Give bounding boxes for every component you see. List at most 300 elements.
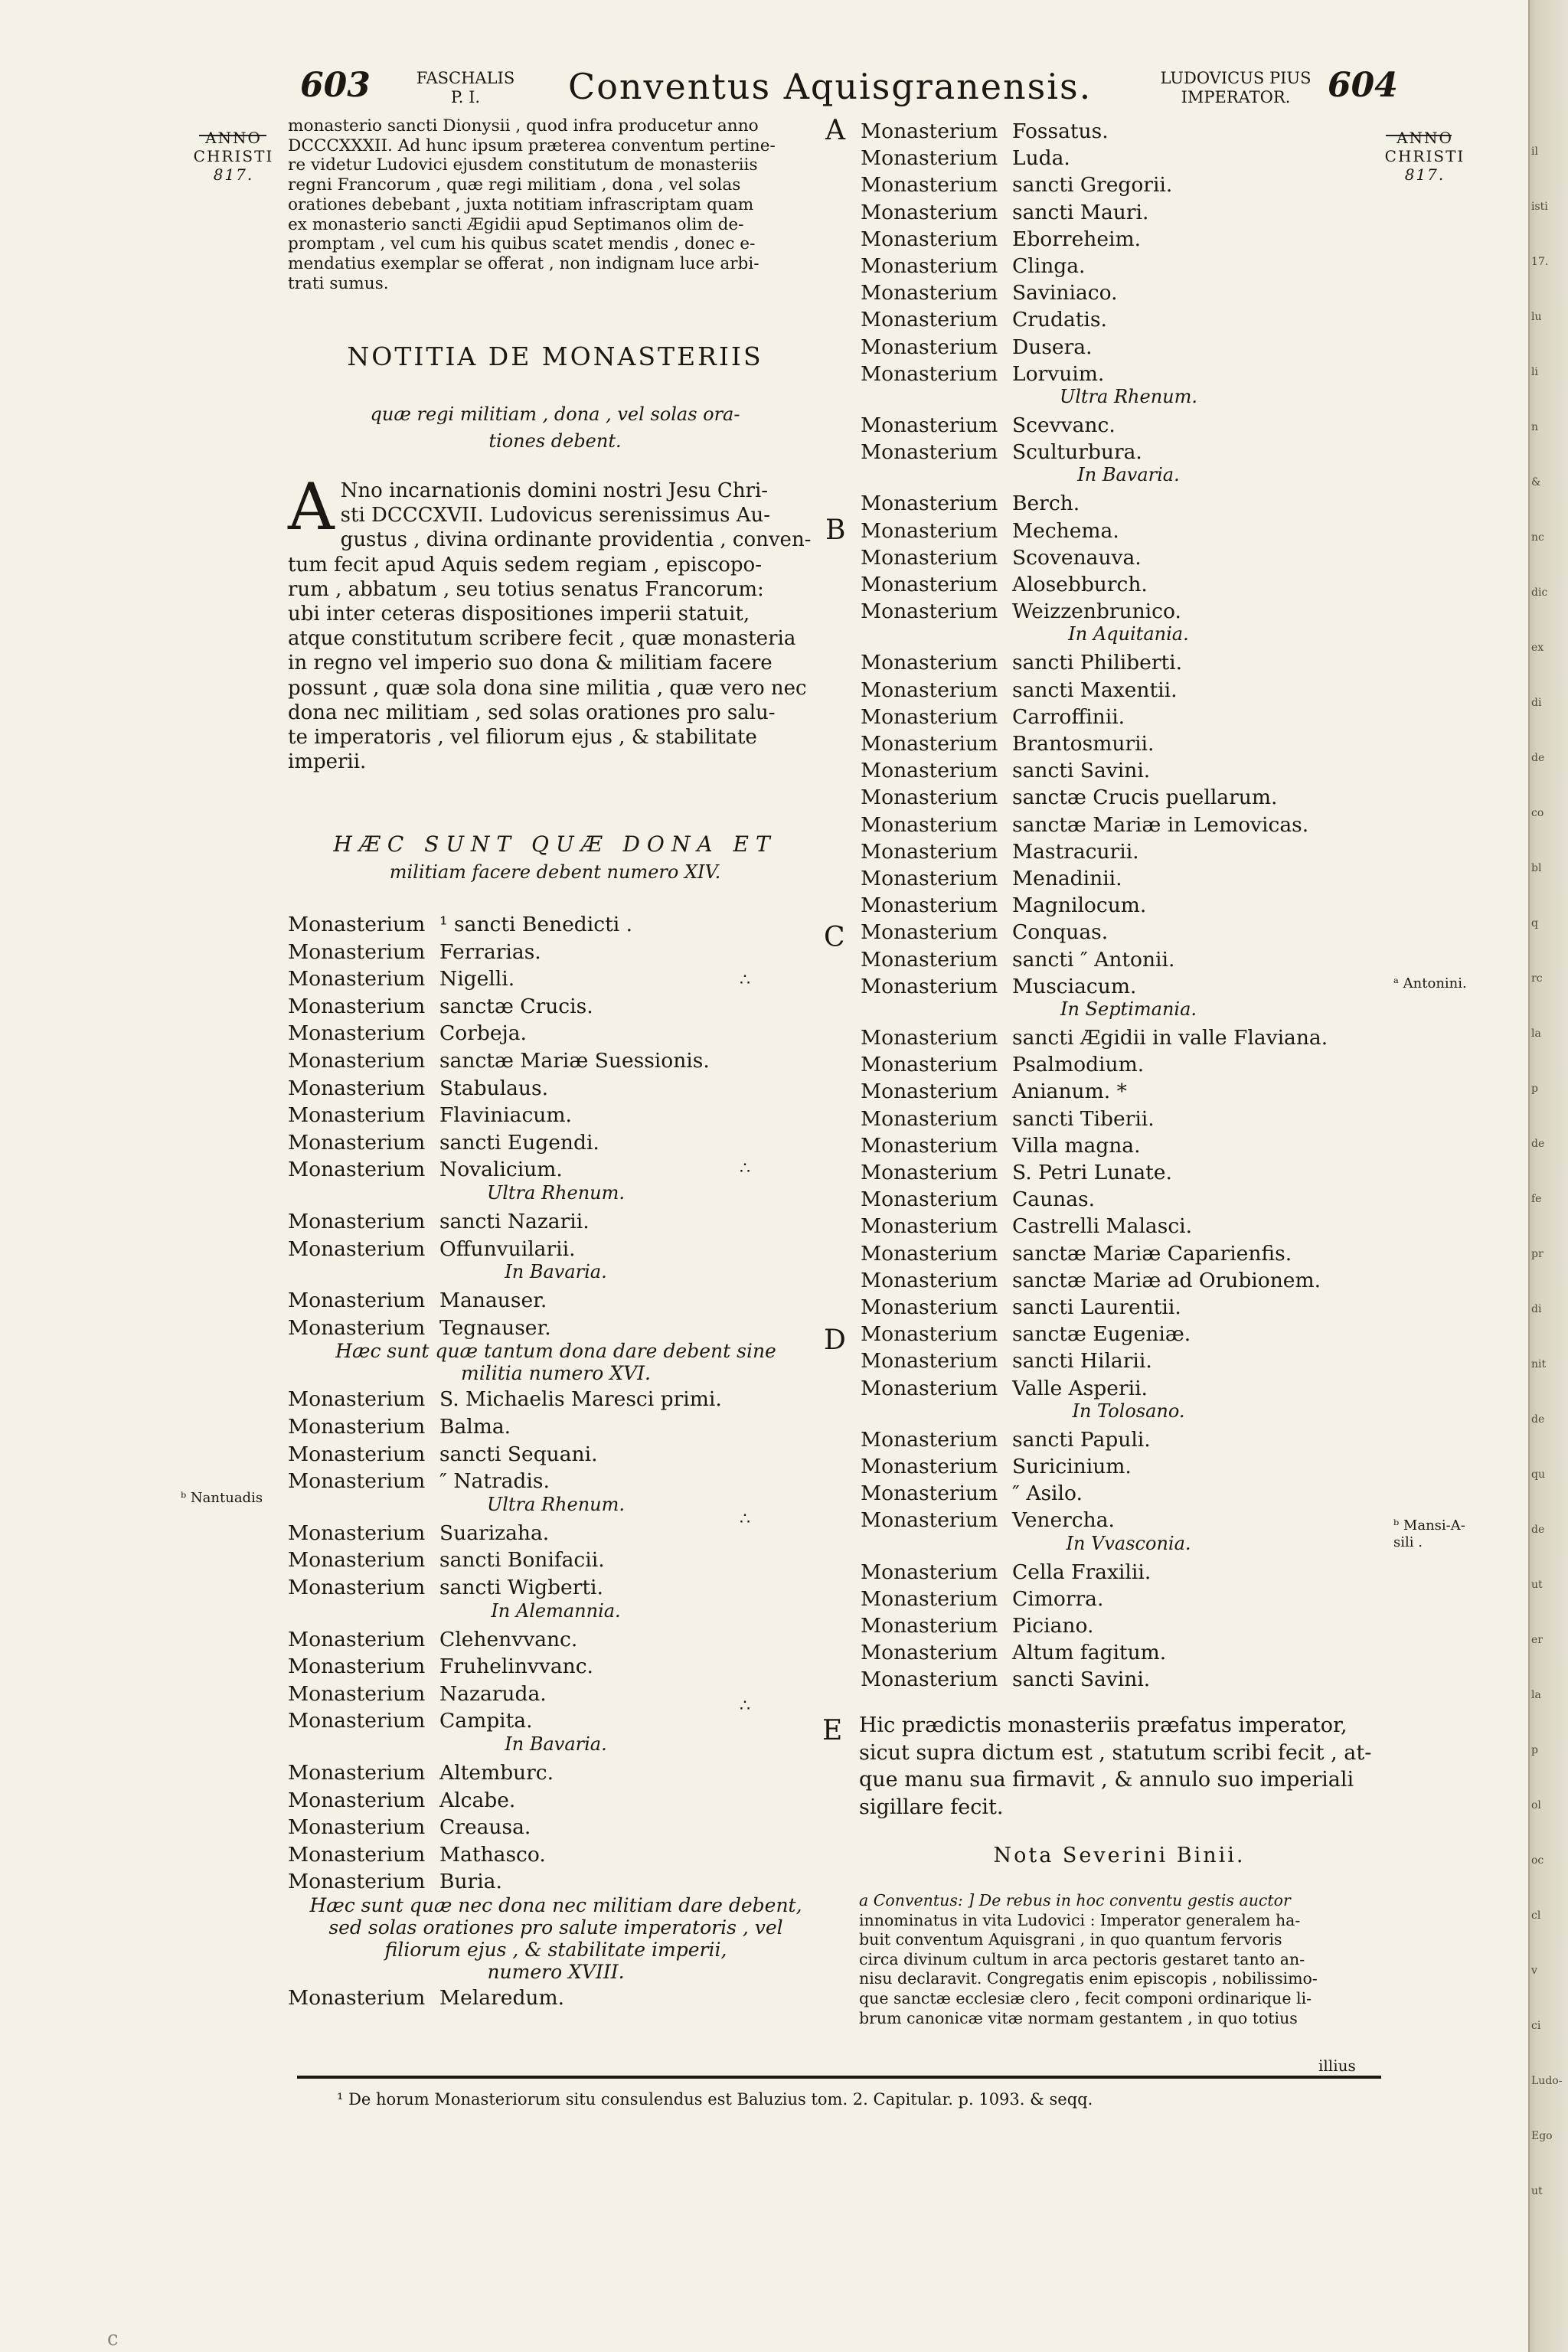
list-item [861, 571, 1148, 599]
list-item-label: Monasterium [861, 867, 998, 890]
bottom-mark: c [107, 2328, 119, 2350]
list-item-name: sancti Savini. [1012, 759, 1151, 783]
list-item-name: Altum fagitum. [1012, 1641, 1167, 1665]
list-item-label: Monasterium [861, 335, 998, 359]
list-item-name: sancti Eugendi. [439, 1130, 599, 1155]
list-item-label: Monasterium [861, 759, 998, 783]
list-item [288, 1653, 593, 1681]
list-item-label: Monasterium [288, 1842, 426, 1867]
list-item-label: Monasterium [288, 1387, 426, 1412]
list-item-name: Manauser. [439, 1289, 547, 1313]
list-item-name: Balma. [439, 1415, 511, 1439]
list-item-name: Sculturbura. [1012, 440, 1142, 465]
list-item-label: Monasterium [861, 812, 998, 837]
decree-line: atque constitutum scribere fecit , quæ monasteria [288, 627, 796, 651]
list-item-label: Monasterium [288, 1576, 426, 1599]
list-item-name: Alosebburch. [1012, 573, 1148, 596]
closing-line: sicut supra dictum est , statutum scribi fecit , at- [859, 1740, 1372, 1765]
list-item-name: Flaviniacum. [439, 1103, 572, 1128]
list-item [288, 1574, 603, 1602]
list-item-name: Altemburc. [439, 1761, 554, 1785]
list-item-name: Nigelli. [439, 967, 515, 991]
list-item [861, 172, 1172, 199]
section-letter-c: C [824, 922, 845, 953]
list-item [288, 1759, 554, 1787]
footnote: ¹ De horum Monasteriorum situ consulendus est Baluzius tom. 2. Capitular. p. 1093. & seqq. [337, 2090, 1093, 2109]
ornament-dots: ∴ [740, 1697, 750, 1716]
section-heading-dona-militia: HÆC SUNT QUÆ DONA ET [333, 831, 777, 857]
list-item [861, 1321, 1191, 1348]
list-item-label: Monasterium [861, 1106, 998, 1131]
list-item-label: Monasterium [288, 1548, 426, 1573]
list-item [861, 1267, 1321, 1295]
adjacent-page-fragment: bl [1531, 862, 1542, 874]
list-item [861, 439, 1142, 466]
decree-paragraph [288, 469, 822, 774]
ornament-dots: ∴ [740, 971, 750, 990]
list-item [861, 334, 1093, 361]
list-item-label: Monasterium [861, 200, 998, 224]
closing-line: sigillare fecit. [859, 1795, 1004, 1819]
list-item-label: Monasterium [288, 1521, 426, 1545]
decree-line: rum , abbatum , seu totius senatus Francorum: [288, 577, 764, 601]
list-item-label: Monasterium [861, 1455, 998, 1478]
list-item-label: Monasterium [288, 1709, 426, 1733]
adjacent-page-fragment: v [1531, 1965, 1537, 1977]
notitia-subtitle [288, 401, 822, 455]
list-item-label: Monasterium [861, 254, 998, 278]
header-left-label [404, 69, 527, 107]
adjacent-page-fragment: 17. [1531, 256, 1549, 268]
adjacent-page-fragment: de [1531, 752, 1545, 764]
adjacent-page-fragment: pr [1531, 1248, 1544, 1260]
adjacent-page-fragment: lu [1531, 311, 1542, 323]
list-item-name: sancti Laurentii. [1012, 1295, 1181, 1319]
list-item-label: Monasterium [861, 1376, 998, 1400]
list-item [861, 199, 1148, 227]
adjacent-page-fragment: de [1531, 1413, 1545, 1426]
list-item-label: Monasterium [861, 1641, 998, 1665]
adjacent-page-fragment: ci [1531, 2020, 1541, 2032]
list-item-name: sanctæ Mariæ ad Orubionem. [1012, 1268, 1321, 1292]
list-item-name: Clehenvvanc. [439, 1627, 578, 1651]
adjacent-page-fragment: p [1531, 1744, 1538, 1756]
list-item [861, 1559, 1151, 1586]
region-heading: In Bavaria. [505, 1733, 607, 1755]
monastery-list-left [288, 911, 824, 2044]
list-item-name: Lorvuim. [1012, 361, 1105, 386]
list-item [861, 677, 1178, 704]
list-item-label: Monasterium [288, 913, 426, 936]
adjacent-page-fragment: q [1531, 917, 1538, 929]
list-item-label: Monasterium [861, 1133, 998, 1158]
intro-line: monasterio sancti Dionysii , quod infra producetur anno [288, 116, 759, 136]
intro-line: mendatius exemplar se offerat , non indignam luce arbi- [288, 253, 760, 273]
list-item [861, 1159, 1172, 1187]
intro-paragraph [288, 116, 822, 293]
list-item-label: Monasterium [861, 1161, 998, 1184]
list-item-name: Menadinii. [1012, 867, 1122, 890]
region-heading: In Alemannia. [491, 1599, 621, 1622]
list-item-label: Monasterium [861, 1295, 998, 1319]
list-item-name: Anianum. * [1012, 1080, 1127, 1104]
page-number-left: 603 [300, 66, 371, 105]
closing-line: que manu sua firmavit , & annulo suo imperiali [859, 1768, 1354, 1792]
category-heading: filiorum ejus , & stabilitate imperii, [384, 1939, 727, 1961]
list-item [288, 993, 593, 1021]
adjacent-page-fragment: p [1531, 1083, 1538, 1095]
adjacent-page-fragment: il [1531, 145, 1538, 158]
list-item [288, 1386, 722, 1413]
list-item [288, 1156, 563, 1184]
list-item [861, 544, 1142, 572]
list-item-name: Eborreheim. [1012, 227, 1142, 251]
monastery-list-right [861, 118, 1396, 1718]
list-item-name: S. Michaelis Marescі primi. [439, 1387, 722, 1412]
list-item-label: Monasterium [861, 227, 998, 251]
list-item-name: Fossatus. [1012, 119, 1109, 143]
list-item-label: Monasterium [861, 1349, 998, 1374]
decree-line: imperii. [288, 750, 367, 774]
category-heading: Hæc sunt quæ tantum dona dare debent sine [335, 1340, 776, 1363]
list-item-name: sancti Savini. [1012, 1668, 1151, 1692]
list-item [288, 1520, 549, 1547]
list-item-label: Monasterium [861, 732, 998, 756]
category-heading: Hæc sunt quæ nec dona nec militiam dare debent, [309, 1894, 802, 1916]
catchword: illius [1318, 2056, 1356, 2075]
header-left-bottom: P. I. [450, 88, 481, 106]
list-item [288, 1707, 533, 1735]
list-item-label: Monasterium [288, 1236, 426, 1261]
list-item [861, 1586, 1103, 1613]
list-item-name: sanctæ Crucis. [439, 994, 593, 1018]
list-item-name: Nazaruda. [439, 1681, 547, 1706]
list-item [288, 1841, 546, 1869]
list-item-name: Luda. [1012, 146, 1070, 171]
list-item-name: Weizzenbrunico. [1012, 599, 1181, 624]
list-item [861, 1612, 1093, 1640]
margin-note-mansi-line-1: ᵇ Mansi-A- [1393, 1517, 1465, 1534]
list-item-label: Monasterium [861, 440, 998, 465]
list-item-name: sancti Hilarii. [1012, 1349, 1152, 1374]
nota-line: a Conventus: ] De rebus in hoc conventu gestis auctor [859, 1891, 1291, 1909]
list-item-name: sancti Ægidii in valle Flaviana. [1012, 1026, 1328, 1050]
list-item-name: Cimorra. [1012, 1586, 1104, 1611]
adjacent-page-fragment: fe [1531, 1193, 1542, 1205]
list-item-name: Scevvanc. [1012, 413, 1116, 437]
list-item-label: Monasterium [861, 947, 998, 972]
nota-line: que sanctæ ecclesiæ clero , fecit componi ordinarique li- [859, 1988, 1312, 2007]
adjacent-page-fragment: de [1531, 1524, 1545, 1536]
list-item-label: Monasterium [288, 1870, 426, 1894]
list-item [861, 145, 1070, 172]
intro-line: re videtur Ludovici ejusdem constitutum de monasteriis [288, 155, 758, 175]
decree-line: dona nec militiam , sed solas orationes pro salu- [288, 701, 776, 724]
region-heading: In Vvasconia. [1066, 1532, 1191, 1554]
list-item-name: Scovenauva. [1012, 545, 1142, 570]
intro-line: promptam , vel cum his quibus scatet mendis , donec e- [288, 234, 756, 254]
list-item-label: Monasterium [861, 839, 998, 864]
list-item-label: Monasterium [861, 599, 998, 624]
list-item [861, 1294, 1181, 1321]
list-item [861, 919, 1108, 946]
list-item [288, 1020, 527, 1047]
adjacent-page-fragment: co [1531, 807, 1544, 819]
list-item [288, 1787, 515, 1815]
list-item [288, 1075, 548, 1102]
decree-line: tum fecit apud Aquis sedem regiam , episcopo- [288, 553, 762, 577]
list-item-name: sancti Wigberti. [439, 1576, 603, 1599]
list-item-name: sancti Sequani. [439, 1442, 598, 1466]
region-heading: In Aquitania. [1068, 623, 1189, 645]
adjacent-page-fragment: ol [1531, 1799, 1541, 1811]
list-item-label: Monasterium [288, 1103, 426, 1128]
list-item-name: Crudatis. [1012, 308, 1107, 332]
decree-line: possunt , quæ sola dona sine militia , quæ vero nec [288, 676, 807, 700]
list-item-name: ″ Asilo. [1012, 1481, 1083, 1506]
drop-cap: A [288, 469, 335, 544]
list-item-label: Monasterium [288, 1021, 426, 1046]
list-item-label: Monasterium [288, 1289, 426, 1313]
list-item [861, 1051, 1144, 1079]
adjacent-page-fragment: di [1531, 1303, 1542, 1315]
list-item-label: Monasterium [861, 678, 998, 702]
list-item-name: Conquas. [1012, 920, 1109, 945]
list-item [288, 1236, 576, 1263]
nota-line: innominatus in vita Ludovici : Imperator generalem ha- [859, 1910, 1301, 1929]
list-item-name: Melaredum. [439, 1986, 565, 2010]
adjacent-page-edge [1528, 0, 1568, 2352]
list-item-label: Monasterium [861, 573, 998, 596]
list-item-label: Monasterium [288, 1627, 426, 1651]
list-item-name: Suarizaha. [439, 1521, 550, 1545]
list-item-name: Berch. [1012, 492, 1080, 516]
list-item-name: sanctæ Mariæ Suessionis. [439, 1049, 710, 1073]
list-item-name: Buria. [439, 1870, 502, 1894]
list-item-label: Monasterium [288, 1076, 426, 1100]
region-heading: Ultra Rhenum. [1060, 386, 1197, 407]
nota-line: circa divinum cultum in arca pectoris gestaret tanto an- [859, 1949, 1305, 1968]
list-item-name: Psalmodium. [1012, 1053, 1145, 1077]
list-item [861, 598, 1181, 626]
list-item-name: sancti Bonifacii. [439, 1548, 605, 1573]
adjacent-page-fragment: n [1531, 421, 1539, 433]
list-item-name: sancti Papuli. [1012, 1427, 1151, 1452]
region-heading: Ultra Rhenum. [487, 1493, 625, 1515]
list-item-label: Monasterium [861, 920, 998, 945]
list-item [288, 911, 632, 939]
list-item-label: Monasterium [861, 281, 998, 305]
category-heading: sed solas orationes pro salute imperatoris , vel [328, 1916, 783, 1939]
list-item [861, 1666, 1150, 1694]
list-item-name: Suricinium. [1012, 1455, 1132, 1478]
list-item [861, 226, 1141, 253]
list-item-label: Monasterium [288, 1681, 426, 1706]
intro-line: trati sumus. [288, 273, 389, 293]
notitia-title: NOTITIA DE MONASTERIIS [347, 341, 763, 371]
adjacent-page-fragment: er [1531, 1634, 1543, 1646]
decree-line: in regno vel imperio suo dona & militiam facere [288, 652, 773, 675]
list-item [861, 306, 1107, 334]
nota-text [859, 1891, 1380, 2028]
list-item [861, 490, 1080, 518]
footnote-rule [297, 2076, 1381, 2079]
adjacent-page-fragment: dic [1531, 586, 1548, 599]
list-item-name: Offunvuilarii. [439, 1236, 576, 1261]
list-item-label: Monasterium [861, 146, 998, 171]
region-heading: In Septimania. [1060, 998, 1197, 1020]
list-item [861, 412, 1116, 439]
adjacent-page-fragment: qu [1531, 1468, 1545, 1481]
list-item [288, 1129, 599, 1157]
list-item-name: sancti Maxentii. [1012, 678, 1178, 702]
list-item [861, 1186, 1095, 1214]
list-item [288, 1315, 551, 1342]
list-item-label: Monasterium [861, 974, 998, 998]
adjacent-page-fragment: Ludo- [1531, 2075, 1563, 2087]
list-item [861, 704, 1125, 731]
list-item-label: Monasterium [288, 1130, 426, 1155]
adjacent-page-fragment: li [1531, 366, 1538, 378]
list-item-name: sancti Tiberii. [1012, 1106, 1155, 1131]
adjacent-page-fragment: ex [1531, 642, 1544, 654]
list-item-label: Monasterium [861, 308, 998, 332]
list-item-name: Saviniaco. [1012, 281, 1118, 305]
list-item-label: Monasterium [861, 1080, 998, 1104]
list-item [288, 1468, 550, 1495]
list-item-name: sancti Gregorii. [1012, 173, 1173, 198]
list-item [861, 649, 1182, 677]
list-item-label: Monasterium [861, 1053, 998, 1077]
decree-line: gustus , divina ordinante providentia , conven- [340, 528, 812, 552]
list-item [861, 1480, 1083, 1508]
list-item [288, 1047, 710, 1075]
list-item [288, 1287, 547, 1315]
list-item [288, 1868, 502, 1896]
list-item [861, 279, 1118, 307]
ornament-dots: ∴ [740, 1510, 750, 1529]
list-item-name: sanctæ Crucis puellarum. [1012, 786, 1278, 810]
list-item-name: Campita. [439, 1709, 533, 1733]
list-item-name: Dusera. [1012, 335, 1093, 359]
list-item [288, 1441, 598, 1468]
list-item [288, 939, 541, 966]
list-item [861, 361, 1104, 388]
intro-line: regni Francorum , quæ regi militiam , dona , vel solas [288, 175, 741, 195]
page-number-right: 604 [1328, 66, 1398, 105]
list-item [861, 1426, 1151, 1454]
list-item [861, 518, 1119, 545]
intro-line: DCCCXXXII. Ad hunc ipsum præterea conventum pertine- [288, 136, 776, 155]
region-heading: In Tolosano. [1072, 1400, 1185, 1422]
list-item-name: Novalicium. [439, 1158, 563, 1182]
list-item-name: sanctæ Mariæ Caparienfis. [1012, 1241, 1292, 1266]
list-item [861, 730, 1154, 758]
list-item-name: Fruhelinvvanc. [439, 1655, 593, 1679]
list-item-name: Mathasco. [439, 1842, 546, 1867]
list-item-label: Monasterium [861, 545, 998, 570]
list-item [861, 1507, 1115, 1534]
list-item-name: Ferrarias. [439, 939, 541, 964]
list-item-name: Caunas. [1012, 1187, 1096, 1212]
list-item-label: Monasterium [861, 1586, 998, 1611]
list-item-label: Monasterium [861, 1322, 998, 1347]
list-item-name: ″ Natradis. [439, 1469, 550, 1494]
decree-line: ubi inter ceteras dispositiones imperii statuit, [288, 603, 750, 626]
list-item-label: Monasterium [861, 786, 998, 810]
list-item-label: Monasterium [861, 492, 998, 516]
intro-line: orationes debebant , juxta notitiam infrascriptam quam [288, 194, 754, 214]
decree-lines [288, 503, 822, 774]
ornament-dots: ∴ [740, 1159, 750, 1178]
list-item [861, 118, 1109, 145]
list-item-label: Monasterium [861, 1481, 998, 1506]
closing-paragraph [859, 1712, 1380, 1821]
list-item [288, 1626, 577, 1654]
list-item [288, 1984, 564, 2012]
list-item-label: Monasterium [861, 893, 998, 918]
adjacent-page-fragment: cl [1531, 1909, 1541, 1922]
anno-left [191, 129, 276, 184]
list-item-name: Villa magna. [1012, 1133, 1141, 1158]
list-item-label: Monasterium [288, 1315, 426, 1340]
list-item-label: Monasterium [288, 1469, 426, 1494]
list-item-name: sanctæ Eugeniæ. [1012, 1322, 1191, 1347]
adjacent-page-fragment: nit [1531, 1358, 1547, 1370]
adjacent-page-fragment: de [1531, 1138, 1545, 1150]
list-item-label: Monasterium [861, 704, 998, 729]
list-item [861, 865, 1122, 893]
intro-line: ex monasterio sancti Ægidii apud Septimanos olim de- [288, 214, 744, 234]
list-item [861, 892, 1146, 920]
list-item [288, 1814, 531, 1841]
list-item-name: Clinga. [1012, 254, 1086, 278]
adjacent-page-fragment: ut [1531, 2185, 1543, 2197]
list-item-name: sancti ″ Antonii. [1012, 947, 1175, 972]
region-heading: In Bavaria. [1077, 464, 1180, 486]
region-heading: In Bavaria. [505, 1261, 607, 1283]
list-item-name: Magnilocum. [1012, 893, 1147, 918]
section-letter-a: A [825, 115, 845, 146]
list-item-label: Monasterium [861, 1187, 998, 1212]
list-item-name: Valle Asperii. [1012, 1376, 1148, 1400]
list-item-name: Piciano. [1012, 1614, 1094, 1638]
nota-line: buit conventum Aquisgrani , in quo quantum fervoris [859, 1930, 1282, 1949]
list-item-label: Monasterium [861, 1614, 998, 1638]
list-item [861, 1348, 1152, 1375]
list-item-name: Venercha. [1012, 1508, 1115, 1533]
adjacent-page-fragment: & [1531, 476, 1541, 488]
list-item-label: Monasterium [861, 1241, 998, 1266]
anno-left-year: 817. [213, 165, 254, 184]
list-item-name: sanctæ Mariæ in Lemovicas. [1012, 812, 1309, 837]
anno-right-christi: CHRISTI [1384, 147, 1465, 165]
list-item-label: Monasterium [288, 967, 426, 991]
list-item [288, 1413, 511, 1441]
list-item-label: Monasterium [861, 1427, 998, 1452]
notitia-subtitle-line-2: tiones debent. [488, 430, 622, 452]
list-item [861, 946, 1174, 974]
list-item [861, 812, 1308, 839]
list-item-label: Monasterium [288, 1788, 426, 1812]
list-item-name: sancti Nazarii. [439, 1210, 590, 1233]
list-item-label: Monasterium [288, 1158, 426, 1182]
decree-line: sti DCCCXVII. Ludovicus serenissimus Au- [340, 504, 771, 528]
nota-title: Nota Severini Binii. [993, 1844, 1246, 1867]
list-item-label: Monasterium [861, 1668, 998, 1692]
anno-right-year: 817. [1404, 165, 1446, 184]
list-item [861, 1132, 1141, 1160]
